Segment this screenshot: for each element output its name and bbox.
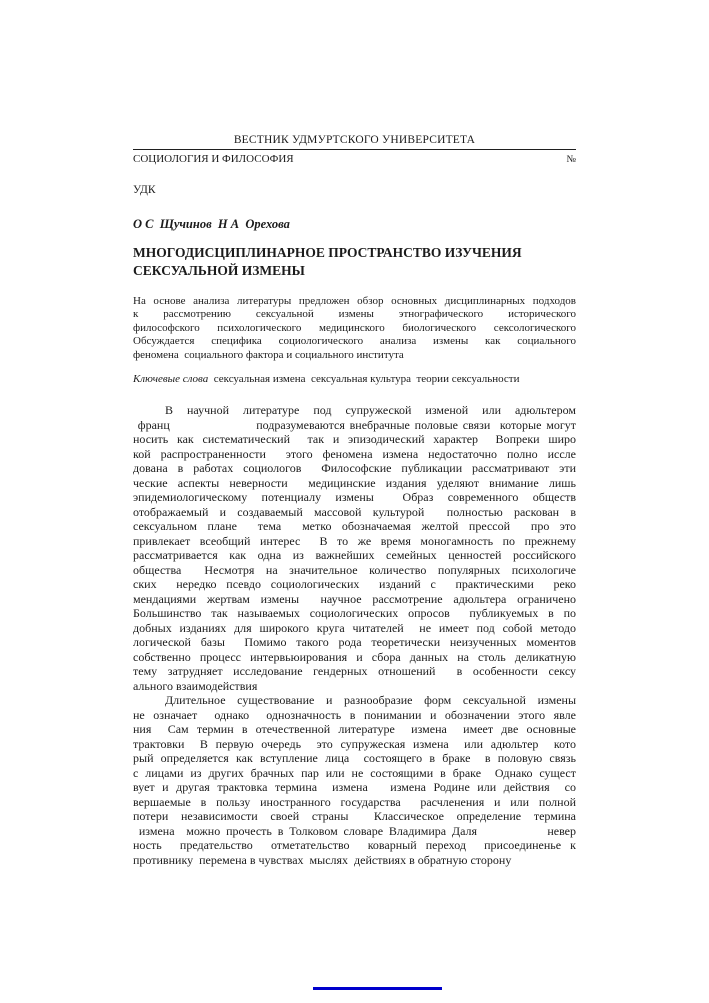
text-line: противнику перемена в чувствах мыслях действиях в обратную сторону	[133, 852, 512, 867]
text-line: Большинство так называемых социологических опросов публикуемых в по	[133, 606, 576, 621]
keywords-line	[133, 373, 576, 386]
text-line: ских нередко псевдо социологических изданий с практическими реко	[133, 577, 576, 592]
section-title: СОЦИОЛОГИЯ И ФИЛОСОФИЯ	[133, 153, 294, 165]
text-line: философского психологического медицинского биологического сексологического	[133, 321, 576, 334]
text-line: потери независимости своей страны Классическое определение термина	[133, 809, 576, 824]
text-line: эпидемиологическому потенциалу измены Образ современного обществ	[133, 490, 576, 505]
text-line: кой распространенности этого феномена измена недостаточно полно иссле	[133, 446, 576, 461]
scan-artifact-blue-bar	[313, 987, 442, 990]
article-title	[133, 244, 576, 280]
journal-running-head: ВЕСТНИК УДМУРТСКОГО УНИВЕРСИТЕТА	[133, 134, 576, 150]
text-line: феномена социального фактора и социального института	[133, 348, 404, 361]
text-line: ния Сам термин в отечественной литературе измена имеет две основные	[133, 722, 576, 737]
text-line: На основе анализа литературы предложен обзор основных дисциплинарных подходов	[133, 295, 576, 307]
text-line: ность предательство отметательство коварный переход присоединенье к	[133, 838, 576, 853]
authors-line: О С Щучинов Н А Орехова	[133, 217, 290, 231]
text-line: общества Несмотря на значительное количество популярных психологиче	[133, 562, 576, 577]
keywords-label: Ключевые слова	[133, 373, 209, 386]
text-line: сексуальном плане тема метко обозначаемая желтой прессой про это	[133, 519, 576, 534]
page-content-column	[133, 0, 576, 867]
text-line: МНОГОДИСЦИПЛИНАРНОЕ ПРОСТРАНСТВО ИЗУЧЕНИЯ	[133, 245, 522, 260]
udk-label: УДК	[133, 184, 156, 196]
section-header-row	[133, 153, 576, 166]
text-line: к рассмотрению сексуальной измены этнографического исторического	[133, 308, 576, 321]
text-line: франц подразумеваются внебрачные половые связи которые могут	[133, 417, 576, 432]
text-line: логической базы Помимо такого рода теоретически неизученных моментов	[133, 635, 576, 650]
text-line: ческие аспекты неверности медицинские издания уделяют внимание лишь	[133, 475, 576, 490]
text-line: измена можно прочесть в Толковом словаре Владимира Даля невер	[133, 823, 576, 838]
text-line: вершаемые в пользу иностранного государства расчленения и или полной	[133, 794, 576, 809]
text-line: привлекает всеобщий интерес В то же время моногамность по прежнему	[133, 533, 576, 548]
text-line: рый определяется как вступление лица состоящего в браке в половую связь	[133, 751, 576, 766]
keywords-text: сексуальная измена сексуальная культура теории сексуальности	[208, 373, 520, 386]
text-line: вует и другая трактовка термина измена измена Родине или действия со	[133, 780, 576, 795]
text-line: носить как систематический так и эпизодический характер Вопреки широ	[133, 432, 576, 447]
text-line: В научной литературе под супружеской изменой или адюльтером	[165, 403, 576, 418]
text-line: Обсуждается специфика социологического анализа измены как социального	[133, 335, 576, 348]
text-line: дована в работах социологов Философские публикации рассматривают эти	[133, 461, 576, 476]
text-line: мендациями жертвам измены научное рассмотрение адюльтера ограничено	[133, 591, 576, 606]
text-line: добных изданиях для широкого круга читателей не имеет под собой методо	[133, 620, 576, 635]
text-line: тему затрудняет исследование гендерных отношений в особенности сексу	[133, 664, 576, 679]
abstract-block	[133, 295, 576, 362]
body-paragraph	[133, 403, 576, 693]
text-line: рассматривается как одна из важнейших семейных ценностей российского	[133, 548, 576, 563]
text-line: собственно процесс интервьюирования и сбора данных на столь деликатную	[133, 649, 576, 664]
text-line: трактовки В первую очередь это супружеская измена или адюльтер кото	[133, 736, 576, 751]
text-line: СЕКСУАЛЬНОЙ ИЗМЕНЫ	[133, 263, 305, 278]
text-line: ального взаимодействия	[133, 678, 258, 693]
text-line: не означает однако однозначность в понимании и обозначении этого явле	[133, 707, 576, 722]
body-paragraph	[133, 693, 576, 867]
article-body	[133, 403, 576, 867]
text-line: Длительное существование и разнообразие форм сексуальной измены	[165, 693, 576, 708]
text-line: с лицами из других брачных пар или не состоящими в браке Однако сущест	[133, 765, 576, 780]
text-line: отображаемый и создаваемый массовой культурой полностью раскован в	[133, 504, 576, 519]
issue-number-symbol: №	[566, 154, 576, 165]
